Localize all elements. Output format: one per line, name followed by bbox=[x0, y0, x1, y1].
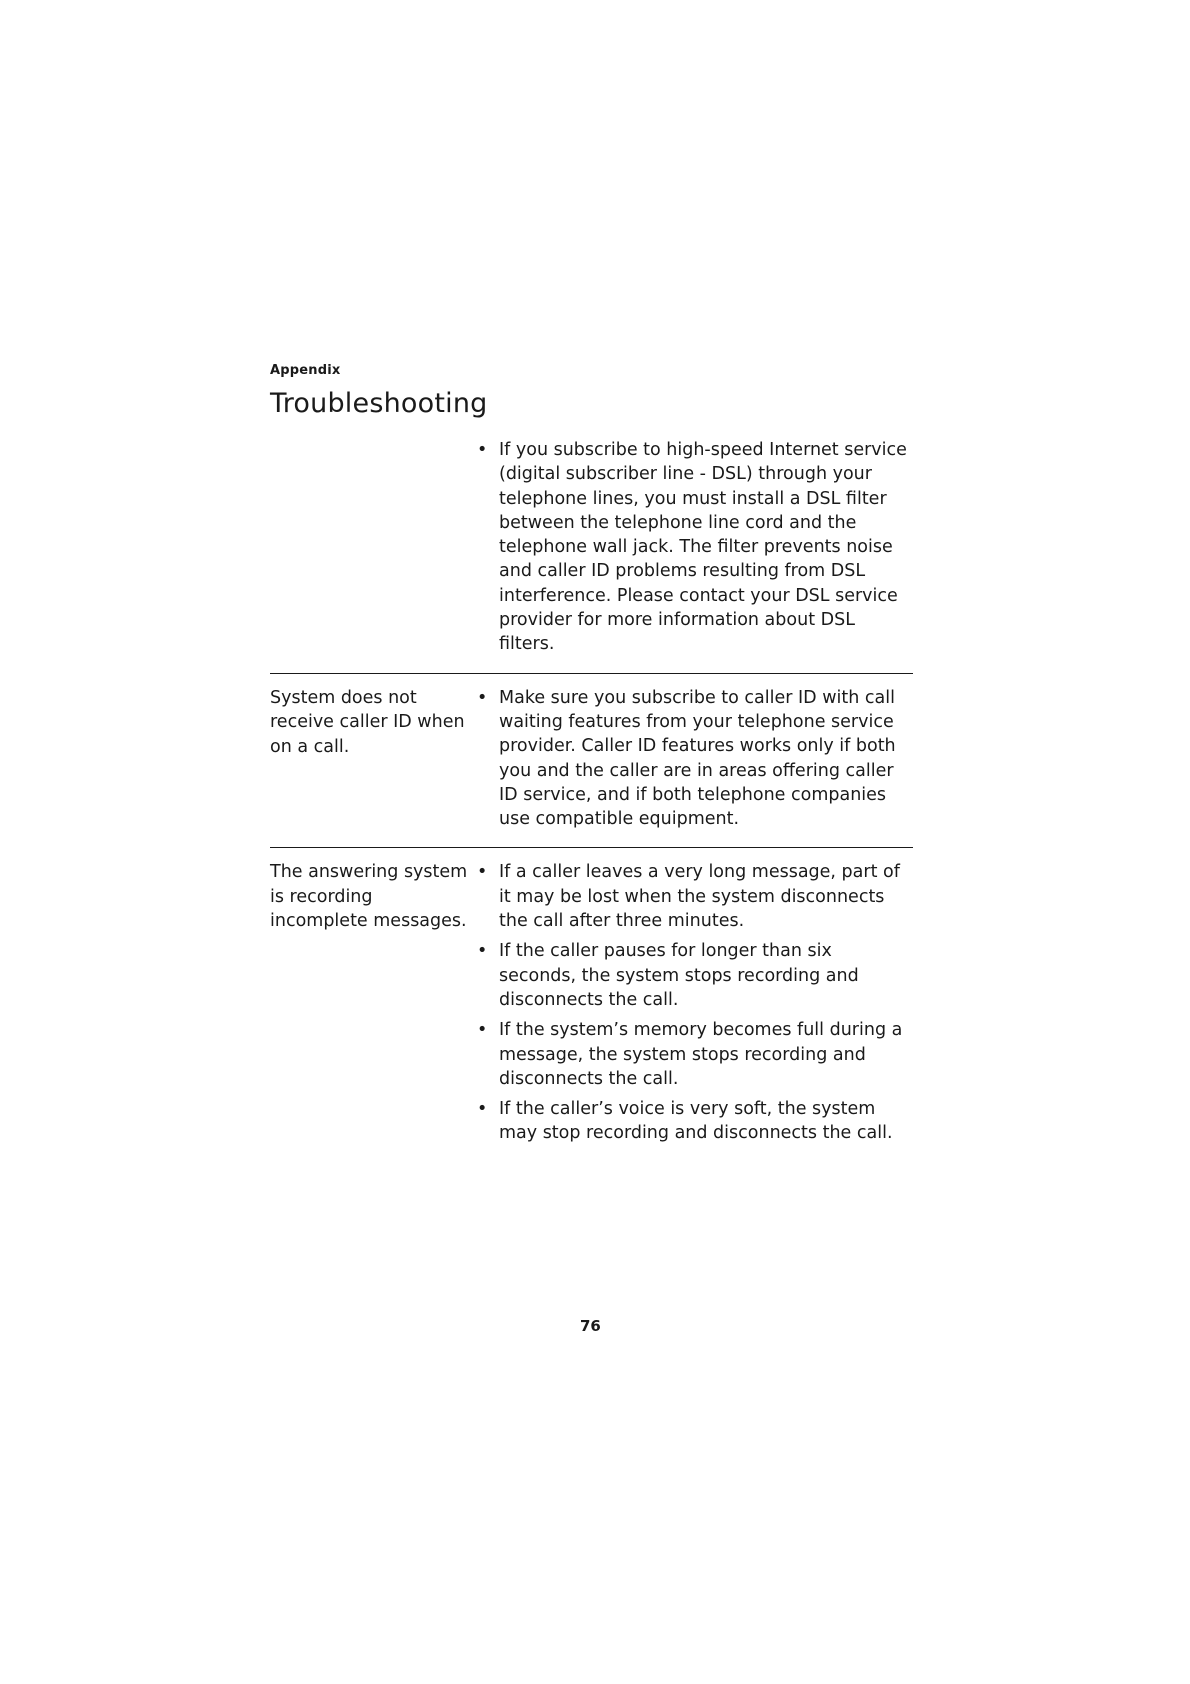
table-row bbox=[270, 847, 913, 1161]
table-row bbox=[270, 438, 913, 673]
bullet-icon: • bbox=[477, 440, 488, 460]
solution-item bbox=[475, 686, 913, 832]
bullet-icon: • bbox=[477, 687, 488, 708]
solution-list bbox=[475, 438, 913, 663]
bullet-icon: • bbox=[477, 941, 488, 962]
table-row bbox=[270, 673, 913, 848]
bullet-icon: • bbox=[477, 1099, 488, 1120]
solution-item bbox=[475, 1018, 913, 1091]
problem-cell: System does not receive caller ID when on a call. bbox=[270, 687, 465, 757]
troubleshooting-table bbox=[270, 438, 913, 1162]
problem-cell: The answering system is recording incomplete messages. bbox=[270, 862, 468, 932]
solution-list bbox=[475, 686, 913, 838]
solution-item bbox=[475, 438, 913, 657]
solution-text: If the system’s memory becomes full during a message, the system stops recording and disconnects the call. bbox=[499, 1020, 903, 1089]
solution-item bbox=[475, 860, 913, 933]
page-title: Troubleshooting bbox=[270, 388, 488, 419]
solution-text: If the caller pauses for longer than six seconds, the system stops recording and disconnects the call. bbox=[499, 941, 859, 1010]
bullet-icon: • bbox=[477, 862, 488, 883]
page-number: 76 bbox=[580, 1317, 601, 1335]
solution-text: If a caller leaves a very long message, part of it may be lost when the system disconnects the call after three minutes. bbox=[499, 862, 900, 932]
bullet-icon: • bbox=[477, 1020, 488, 1041]
solution-list bbox=[475, 860, 913, 1151]
solution-item bbox=[475, 1097, 913, 1146]
section-label: Appendix bbox=[270, 363, 341, 378]
solution-item bbox=[475, 939, 913, 1012]
solution-text: If you subscribe to high-speed Internet service (digital subscriber line - DSL) through your telephone lines, you must install a DSL filter between the telephone line cord and the telephone wall jack. The filter prevents noise and caller ID problems resulting from DSL interference. Please contact your DSL service provider for more information about DSL filters. bbox=[499, 440, 907, 655]
solution-text: If the caller’s voice is very soft, the system may stop recording and disconnects the call. bbox=[499, 1099, 893, 1144]
solution-text: Make sure you subscribe to caller ID with call waiting features from your telephone service provider. Caller ID features works only if both you and the caller are in areas offering caller ID service, and if both telephone companies use compatible equipment. bbox=[499, 687, 896, 830]
